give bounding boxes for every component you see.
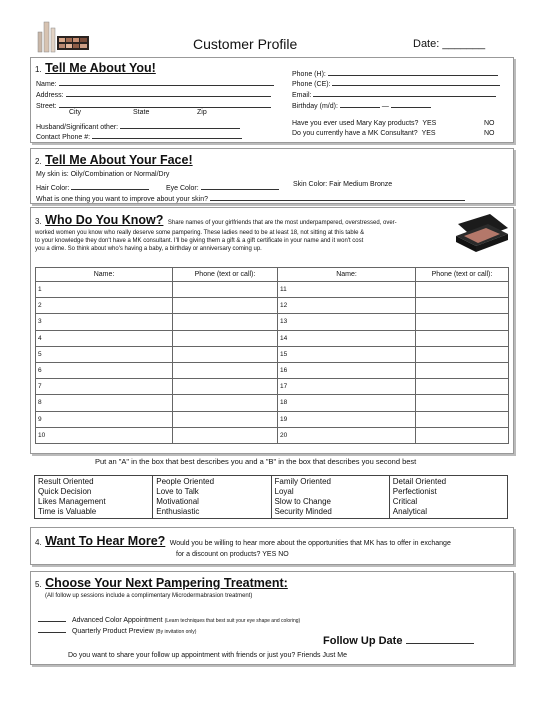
trait-box[interactable]: People Oriented Love to Talk Motivational Enthusiastic xyxy=(153,476,271,519)
table-row[interactable] xyxy=(36,314,509,330)
row-number[interactable]: 10 xyxy=(36,427,173,443)
phone-cell[interactable] xyxy=(173,298,278,314)
eye-color-field[interactable] xyxy=(201,180,279,190)
row-number[interactable]: 18 xyxy=(278,395,416,411)
birthday-month-field[interactable] xyxy=(340,98,380,108)
col-name-header: Name: xyxy=(278,268,416,282)
personality-grid xyxy=(34,475,508,519)
section-title: 1. Tell Me About You! xyxy=(35,61,156,75)
product-image xyxy=(35,14,91,54)
color-appointment-label: Advanced Color Appointment xyxy=(71,617,163,624)
contact-label: Contact Phone #: xyxy=(36,134,91,141)
phone-cell[interactable] xyxy=(416,298,509,314)
address-field[interactable] xyxy=(66,87,271,97)
phone-cell[interactable] xyxy=(416,379,509,395)
birthday-label: Birthday (m/d): xyxy=(292,103,338,110)
row-number[interactable]: 6 xyxy=(36,362,173,378)
phone-cell[interactable] xyxy=(416,395,509,411)
row-number[interactable]: 2 xyxy=(36,298,173,314)
section-title: 5. Choose Your Next Pampering Treatment: xyxy=(35,576,288,590)
row-number[interactable]: 3 xyxy=(36,314,173,330)
phone-cell[interactable] xyxy=(173,314,278,330)
row-number[interactable]: 1 xyxy=(36,282,173,298)
phone-cell[interactable] xyxy=(173,330,278,346)
phone-cell[interactable] xyxy=(173,427,278,443)
email-label: Email: xyxy=(292,92,312,99)
date-field[interactable]: Date: _______ xyxy=(413,38,486,50)
row-number[interactable]: 4 xyxy=(36,330,173,346)
table-row[interactable] xyxy=(36,362,509,378)
phone-cell[interactable] xyxy=(416,330,509,346)
phone-cell[interactable] xyxy=(416,314,509,330)
consultant-question: Do you currently have a MK Consultant? xyxy=(292,130,418,137)
row-number[interactable]: 8 xyxy=(36,395,173,411)
email-field[interactable] xyxy=(313,87,496,97)
improve-field[interactable] xyxy=(210,191,465,201)
phone-cell[interactable] xyxy=(173,411,278,427)
row-number[interactable]: 13 xyxy=(278,314,416,330)
follow-up-date-label: Follow Up Date xyxy=(323,635,403,647)
phone-cell[interactable] xyxy=(416,427,509,443)
skin-color-options[interactable]: Skin Color: Fair Medium Bronze xyxy=(293,181,393,188)
street-field[interactable] xyxy=(59,98,271,108)
table-row[interactable] xyxy=(36,411,509,427)
phone-cell[interactable] xyxy=(173,346,278,362)
phone-cell[interactable] xyxy=(173,282,278,298)
phone-cell[interactable] xyxy=(416,411,509,427)
table-row[interactable] xyxy=(36,330,509,346)
color-appointment-note: (Learn techniques that best suit your eye shape and coloring) xyxy=(164,618,301,624)
name-field[interactable] xyxy=(59,76,274,86)
hair-color-label: Hair Color: xyxy=(36,185,70,192)
section-next-treatment xyxy=(30,571,514,665)
row-number[interactable]: 19 xyxy=(278,411,416,427)
compact-image xyxy=(452,212,510,260)
skin-type-options[interactable]: My skin is: Oily/Combination or Normal/Dry xyxy=(36,171,170,178)
treatment-note: (All follow up sessions include a complimentary Microdermabrasion treatment) xyxy=(45,593,253,599)
row-number[interactable]: 12 xyxy=(278,298,416,314)
row-number[interactable]: 7 xyxy=(36,379,173,395)
consultant-yes-option[interactable]: YES xyxy=(421,130,436,137)
section-title: 4. Want To Hear More? xyxy=(35,534,166,548)
contact-field[interactable] xyxy=(92,129,242,139)
section-who-you-know xyxy=(30,207,514,454)
product-preview-note: (By invitation only) xyxy=(155,629,197,635)
phone-cell[interactable] xyxy=(173,379,278,395)
address-label: Address: xyxy=(36,92,64,99)
section-title: 2. Tell Me About Your Face! xyxy=(35,153,193,167)
col-phone-header: Phone (text or call): xyxy=(416,268,509,282)
table-row[interactable] xyxy=(36,282,509,298)
table-row[interactable] xyxy=(36,379,509,395)
product-preview-checkbox[interactable] xyxy=(38,623,66,633)
husband-field[interactable] xyxy=(120,119,240,129)
birthday-day-field[interactable] xyxy=(391,98,431,108)
used-no-option[interactable]: NO xyxy=(484,120,495,127)
section-hear-more xyxy=(30,527,514,565)
consultant-no-option[interactable]: NO xyxy=(484,130,495,137)
used-products-question: Have you ever used Mary Kay products? xyxy=(292,120,419,127)
street-label: Street: xyxy=(36,103,57,110)
row-number[interactable]: 20 xyxy=(278,427,416,443)
trait-box[interactable]: Family Oriented Loyal Slow to Change Security Minded xyxy=(271,476,389,519)
referral-table xyxy=(35,267,509,444)
row-number[interactable]: 14 xyxy=(278,330,416,346)
phone-h-field[interactable] xyxy=(328,66,498,76)
follow-up-date-field[interactable] xyxy=(406,634,474,644)
hear-more-question: Would you be willing to hear more about the opportunities that MK has to offer in exchange xyxy=(169,540,451,547)
husband-label: Husband/Significant other: xyxy=(36,124,119,131)
row-number[interactable]: 11 xyxy=(278,282,416,298)
product-preview-label: Quarterly Product Preview xyxy=(71,628,154,635)
birthday-separator: — xyxy=(381,103,389,110)
table-row[interactable] xyxy=(36,427,509,443)
phone-cell[interactable] xyxy=(173,362,278,378)
row-number[interactable]: 17 xyxy=(278,379,416,395)
traits-instruction: Put an "A" in the box that best describes you and a "B" in the box that describes you second best xyxy=(95,457,417,466)
row-number[interactable]: 5 xyxy=(36,346,173,362)
trait-box[interactable]: Result Oriented Quick Decision Likes Management Time is Valuable xyxy=(35,476,153,519)
row-number[interactable]: 16 xyxy=(278,362,416,378)
used-yes-option[interactable]: YES xyxy=(422,120,437,127)
improve-question: What is one thing you want to improve about your skin? xyxy=(36,196,208,203)
hear-more-options[interactable]: for a discount on products? YES NO xyxy=(176,551,289,558)
zip-label: Zip xyxy=(197,109,207,116)
phone-cell[interactable] xyxy=(416,346,509,362)
phone-cell[interactable] xyxy=(416,282,509,298)
share-question[interactable]: Do you want to share your follow up appointment with friends or just you? Friends Just Me xyxy=(68,652,347,659)
section-intro: 3. Who Do You Know? Share names of your girlfriends that are the most underpampered, overstressed, over- worked women you know who really deserve some pampering. These ladies need to be at least 18, not sitting at this table & to your knowledge they don't have a MK consultant. I'll be giving them a gift & a gift certificate in your name and it won't cost you a dime. So think about who's having a baby, a birthday or anniversary coming up. xyxy=(35,213,397,252)
eye-color-label: Eye Color: xyxy=(166,185,199,192)
table-row[interactable] xyxy=(36,346,509,362)
phone-ce-field[interactable] xyxy=(332,76,500,86)
col-phone-header: Phone (text or call): xyxy=(173,268,278,282)
trait-box[interactable]: Detail Oriented Perfectionist Critical Analytical xyxy=(389,476,507,519)
color-appointment-checkbox[interactable] xyxy=(38,612,66,622)
table-row[interactable] xyxy=(36,395,509,411)
phone-cell[interactable] xyxy=(173,395,278,411)
row-number[interactable]: 9 xyxy=(36,411,173,427)
city-label: City xyxy=(69,109,82,116)
phone-ce-label: Phone (CE): xyxy=(292,81,331,88)
phone-cell[interactable] xyxy=(416,362,509,378)
section-about-face xyxy=(30,148,514,204)
table-row[interactable] xyxy=(36,298,509,314)
col-name-header: Name: xyxy=(36,268,173,282)
hair-color-field[interactable] xyxy=(71,180,149,190)
state-label: State xyxy=(133,109,150,116)
page-title: Customer Profile xyxy=(193,36,298,52)
phone-h-label: Phone (H): xyxy=(292,71,326,78)
section-about-you xyxy=(30,57,514,143)
row-number[interactable]: 15 xyxy=(278,346,416,362)
name-label: Name: xyxy=(36,81,57,88)
